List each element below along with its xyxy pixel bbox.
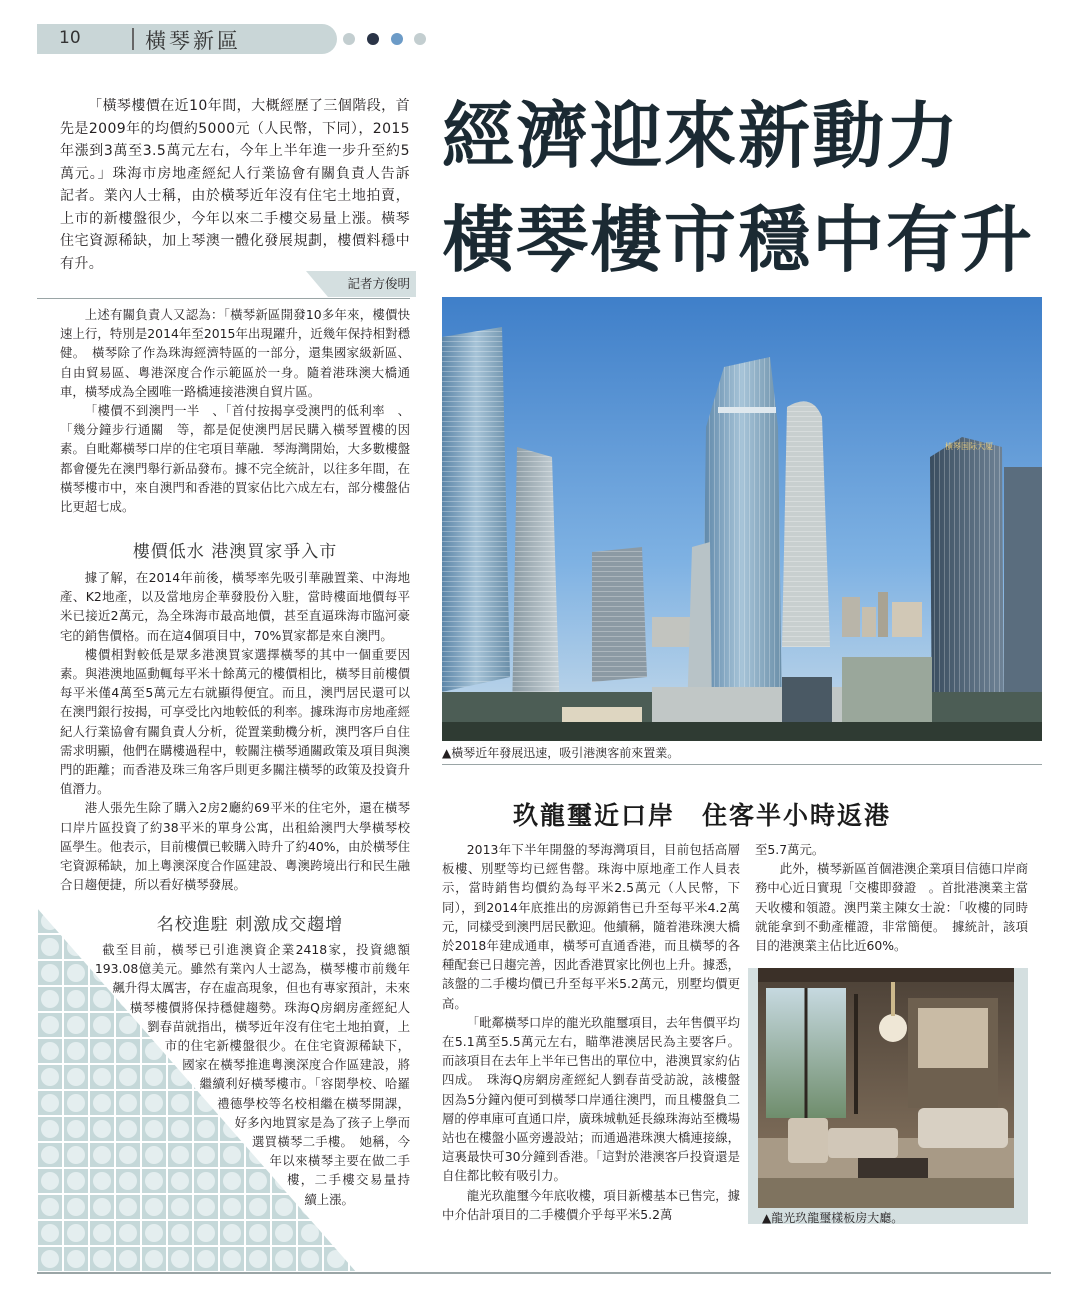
- byline-corner: [306, 271, 328, 297]
- body-paragraph: 據了解，在2014年前後，橫琴率先吸引華融置業、中海地產、K2地產，以及當地房企華發股份入駐，當時樓面地價每平米已接近2萬元，為全珠海市最高地價，甚至直逼珠海市臨河豪宅的銷售價格。而在這4個項目中，70%買家都是來自澳門。: [60, 570, 410, 643]
- body-paragraph: 「毗鄰橫琴口岸的龍光玖龍璽項目，去年售價平均在5.1萬至5.5萬元左右，瞄準港澳居民為主要客戶。而該項目在去年上半年已售出的單位中，港澳買家約佔四成。 珠海Q房網房產經紀人劉春苗受訪說，該樓盤因為5分鐘內便可到橫琴口岸通往澳門，而且樓盤負二層的停車庫可直通口岸，廣珠城軌延長線珠海站至機場站也在樓盤小區旁邊設站；而通過港珠澳大橋連接線，這裏最快可30分鐘到香港。「這對於港澳客戶投資還是自住都比較有吸引力。: [442, 1014, 740, 1184]
- cityscape-photo: [442, 297, 1042, 741]
- headline-line-1: 經濟迎來新動力: [442, 94, 961, 178]
- lead-divider: [37, 298, 410, 299]
- right-column: [755, 840, 1028, 955]
- left-column-part2: [60, 568, 410, 894]
- body-paragraph: 樓價相對較低是眾多港澳買家選擇橫琴的其中一個重要因素。與港澳地區動輒每平米十餘萬元的樓價相比，橫琴目前樓價每平米僅4萬至5萬元左右就顯得便宜。而且，澳門居民還可以在澳門銀行按揭，可享受比內地較低的利率。據珠海市房地產經紀人行業協會有關負責人分析，從置業動機分析，澳門客戶自住需求明顯，他們在購樓過程中，較關注橫琴通關政策及項目與澳門的距離；而香港及珠三角客戶則更多關注橫琴的政策及投資升值潛力。: [60, 646, 410, 797]
- byline-box: [306, 271, 416, 297]
- body-paragraph: 2013年下半年開盤的琴海灣項目，目前包括高層板樓、別墅等均已經售罄。珠海中原地產工作人員表示，當時銷售均價約為每平米2.5萬元（人民幣，下同），到2014年底推出的房源銷售已升至每平米4.2萬元，同樣受到澳門居民歡迎。他續稱，隨着港珠澳大橋於2018年建成通車，橫琴可直通香港，而且橫琴的各種配套已日趨完善，因此香港買家比例也上升。據悉，該盤的二手樓均價已升至每平米5.2萬元，別墅均價更高。: [442, 842, 740, 1011]
- body-paragraph: 龍光玖龍璽今年底收樓，項目新樓基本已售完，據中介估計項目的二手樓價介乎每平米5.2萬: [442, 1187, 740, 1222]
- header-dot: [367, 33, 379, 45]
- tower-sign: 横琴国际大厦: [945, 442, 993, 451]
- header-dot: [414, 33, 426, 45]
- page-bottom-rule: [37, 1272, 1051, 1274]
- page-number: 10: [59, 28, 81, 48]
- header-dot: [391, 33, 403, 45]
- photo1-caption: ▲橫琴近年發展迅速，吸引港澳客前來置業。: [442, 746, 680, 760]
- lead-paragraph: 「橫琴樓價在近10年間，大概經歷了三個階段，首先是2009年的均價約5000元（人民幣，下同），2015年漲到3萬至3.5萬元左右，今年上半年進一步升至約5萬元。」珠海市房地產經紀人行業協會有關負責人告訴記者。業內人士稱，由於橫琴近年沒有住宅土地拍賣，上市的新樓盤很少，今年以來二手樓交易量上漲。橫琴住宅資源稀缺，加上琴澳一體化發展規劃，樓價料穩中有升。: [60, 98, 410, 272]
- page-header: [37, 24, 337, 54]
- headline: [442, 84, 1042, 292]
- body-paragraph: 此外，橫琴新區首個港澳企業項目信德口岸商務中心近日實現「交樓即發證 。首批港澳業主當天收樓和領證。澳門業主陳女士說：「收樓的同時就能拿到不動產權證，非常簡便。 據統計，該項目的港澳業主佔比近60%。: [755, 861, 1028, 954]
- body-paragraph: 「樓價不到澳門一半 、「首付按揭享受澳門的低利率 、「幾分鐘步行通關 等，都是促使澳門居民購入橫琴置樓的因素。自毗鄰橫琴口岸的住宅項目華融．琴海灣開始，大多數樓盤都會優先在澳門舉行新品發布。據不完全統計，以往多年間，在橫琴樓市中，來自澳門和香港的買家佔比六成左右，部分樓盤佔比更超七成。: [60, 403, 410, 515]
- photo2-caption: ▲龍光玖龍璽樣板房大廳。: [762, 1211, 904, 1225]
- photo1-divider: [442, 764, 1042, 765]
- byline: 記者方俊明: [328, 271, 416, 297]
- headline-line-2: 橫琴樓市穩中有升: [442, 198, 1035, 282]
- section-title: 橫琴新區: [145, 29, 241, 53]
- left-column-part1: [60, 305, 410, 516]
- body-paragraph: 截至目前，橫琴已引進澳資企業2418家，投資總額193.08億美元。雖然有業內人士認為，橫琴樓市前幾年飆升得太厲害，存在虛高現象，但也有專家預計，未來橫琴樓價將保持穩健趨勢。珠海Q房網房產經紀人劉春苗就指出，橫琴近年沒有住宅土地拍賣，上市的住宅新樓盤很少。在住宅資源稀缺下，國家在橫琴推進粵澳深度合作區建設，將繼續利好橫琴樓市。「容閎學校、哈羅禮德學校等名校相繼在橫琴開課，好多內地買家是為了孩子上學而選買橫琴二手樓。 她稱，今年以來橫琴主要在做二手樓，二手樓交易量持續上漲。: [94, 942, 410, 1207]
- body-paragraph: 港人張先生除了購入2房2廳約69平米的住宅外，還在橫琴口岸片區投資了約38平米的單身公寓，出租給澳門大學橫琴校區學生。他表示，目前樓價已較購入時升了約40%，由於橫琴住宅資源稀缺，加上粵澳深度合作區建設、粵澳跨境出行和民生融合日趨便捷，所以看好橫琴發展。: [60, 800, 410, 893]
- header-divider: [132, 28, 134, 50]
- left-column-part3: [60, 940, 410, 1270]
- middle-column: [442, 840, 740, 1224]
- living-room-photo: [758, 968, 1014, 1208]
- body-paragraph: 上述有關負責人又認為：「橫琴新區開發10多年來，樓價快速上行，特別是2014年至2015年出現躍升，近幾年保持相對穩健。 橫琴除了作為珠海經濟特區的一部分，還集國家級新區、自由貿易區、粵港深度合作示範區於一身。隨着港珠澳大橋通車，橫琴成為全國唯一路橋連接港澳自貿片區。: [60, 307, 410, 399]
- subheading-1: 樓價低水 港澳買家爭入市: [132, 542, 338, 562]
- subheading-2: 名校進駐 刺激成交趨增: [156, 915, 344, 935]
- section2-heading: 玖龍璽近口岸 住客半小時返港: [513, 801, 892, 830]
- header-dot: [343, 33, 355, 45]
- body-paragraph: 至5.7萬元。: [755, 842, 825, 857]
